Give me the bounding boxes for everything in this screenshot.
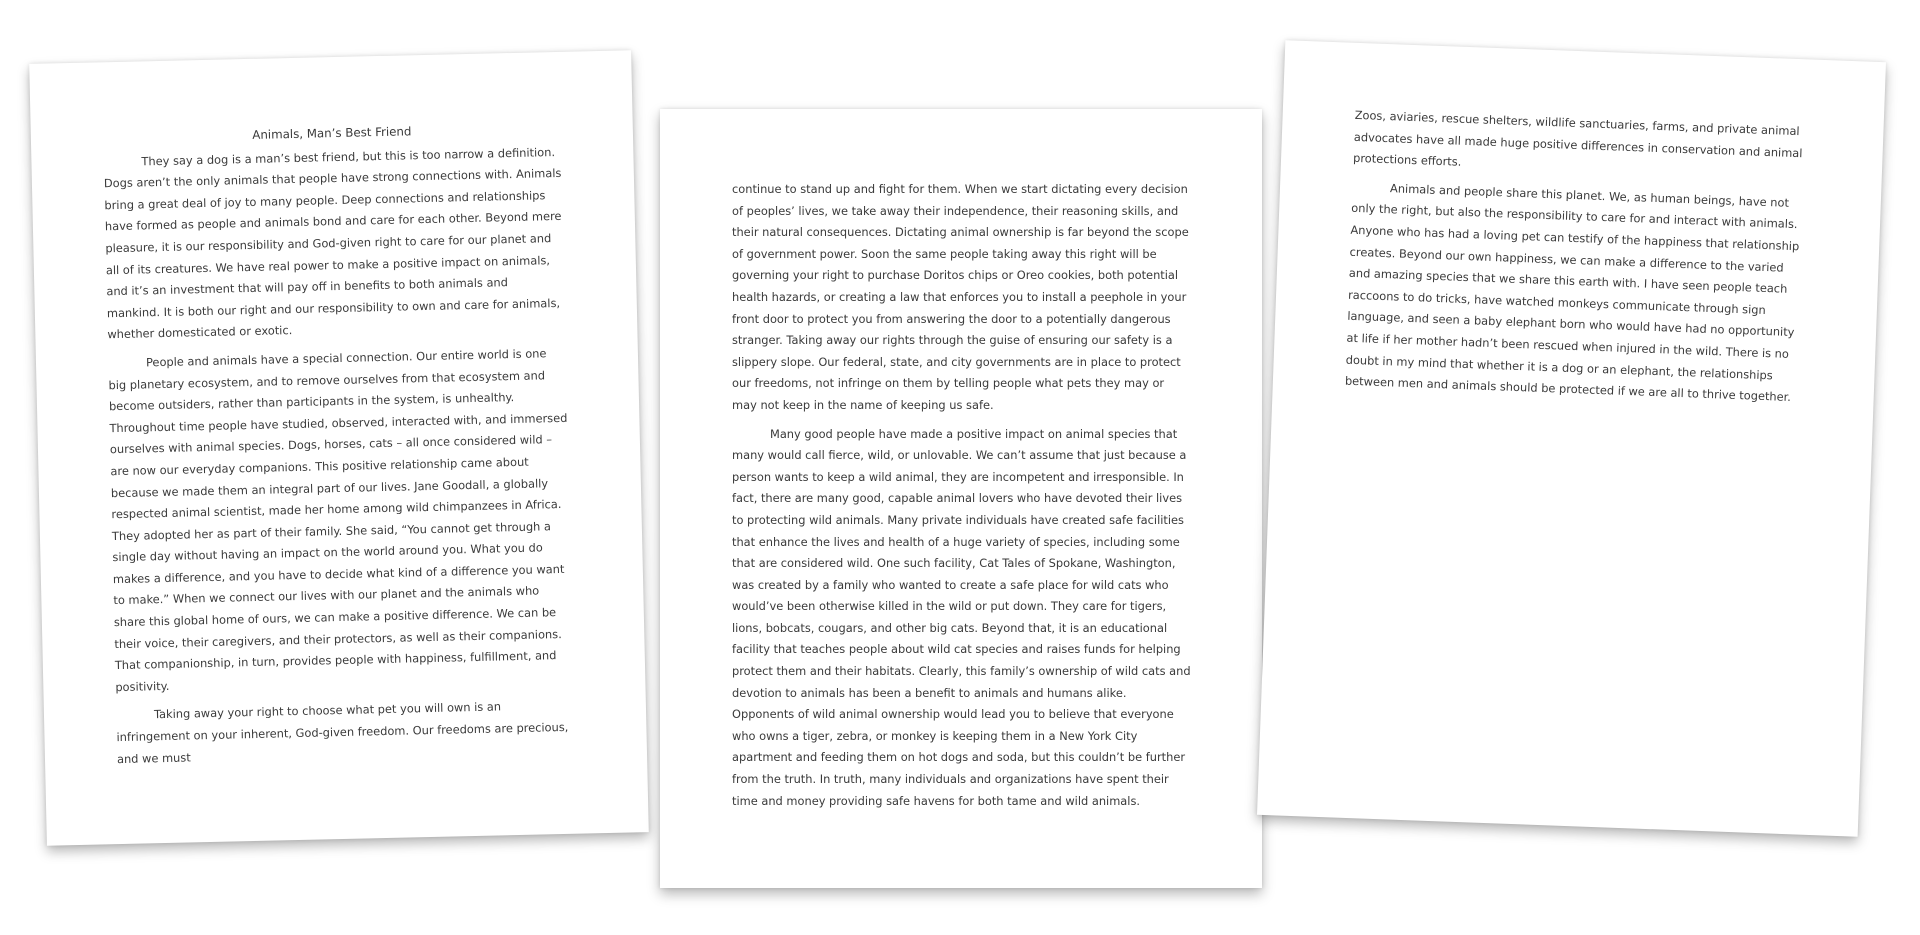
document-page-1 (29, 50, 649, 845)
paragraph: Zoos, aviaries, rescue shelters, wildlife sanctuaries, farms, and private animal advocates have all made huge positive differences in conservation and animal protections efforts. (1352, 107, 1803, 169)
paragraph: People and animals have a special connection. Our entire world is one big planetary ecosystem, and to remove ourselves from that ecosystem and become outsiders, rather than participants in the system, is unhealthy. Throughout time people have studied, observed, interacted with, and immersed ourselves with animal species. Dogs, horses, cats – all once considered wild – are now our everyday companions. This positive relationship came about because we made them an integral part of our lives. Jane Goodall, a globally respected animal scientist, made her home among wild chimpanzees in Africa. They adopted her as part of their family. She said, “You cannot get through a single day without having an impact on the world around you. What you do makes a difference, and you have to decide what kind of a difference you want to make.” When we connect our lives with our planet and the animals who share this global home of ours, we can make a positive difference. We can be their voice, their caregivers, and their protectors, as well as their companions. That companionship, in turn, provides people with happiness, fulfillment, and positivity. (108, 346, 568, 694)
document-page-2 (660, 109, 1262, 888)
paragraph: continue to stand up and fight for them. When we start dictating every decision of peoples’ lives, we take away their independence, their reasoning skills, and their natural consequences. Dictating animal ownership is far beyond the scope of government power. Soon the same people taking away this right will be governing your right to purchase Doritos chips or Oreo cookies, both potential health hazards, or creating a law that enforces you to install a peephole in your front door to protect you from answering the door to a potentially dangerous stranger. Taking away our rights through the guise of ensuring our safety is a slippery slope. Our federal, state, and city governments are in place to protect our freedoms, not infringe on them by telling people what pets they may or may not keep in the name of keeping us safe. (732, 182, 1189, 412)
paragraph: They say a dog is a man’s best friend, but this is too narrow a definition. Dogs aren’t the only animals that people have strong connections with. Animals bring a great deal of joy to many people. Deep connections and relationships have formed as people and animals bond and care for each other. Beyond mere pleasure, it is our responsibility and God-given right to care for our planet and all of its creatures. We have real power to make a positive impact on animals, and it’s an investment that will pay off in benefits to both animals and mankind. It is both our right and our responsibility to own and care for animals, whether domesticated or exotic. (103, 144, 562, 342)
paragraph: Many good people have made a positive impact on animal species that many would call fierce, wild, or unlovable. We can’t assume that just because a person wants to keep a wild animal, they are incompetent and irresponsible. In fact, there are many good, capable animal lovers who have devoted their lives to protecting wild animals. Many private individuals have created safe facilities that enhance the lives and health of a huge variety of species, including some that are considered wild. One such facility, Cat Tales of Spokane, Washington, was created by a family who wanted to create a safe place for wild cats who would’ve been otherwise killed in the wild or put down. They care for tigers, lions, bobcats, cougars, and other big cats. Beyond that, it is an educational facility that teaches people about wild cat species and raises funds for helping protect them and their habitats. Clearly, this family’s ownership of wild cats and devotion to animals has been a benefit to animals and humans alike. Opponents of wild animal ownership would lead you to believe that everyone who owns a tiger, zebra, or monkey is keeping them in a New York City apartment and feeding them on hot dogs and soda, but this couldn’t be further from the truth. In truth, many individuals and organizations have spent their time and money providing safe havens for both tame and wild animals. (732, 426, 1191, 808)
document-title: Animals, Man’s Best Friend (252, 124, 412, 142)
paragraph: Taking away your right to choose what pet you will own is an infringement on your inherent, God-given freedom. Our freedoms are precious, and we must (116, 699, 569, 766)
paragraph: Animals and people share this planet. We, as human beings, have not only the right, but also the responsibility to care for and interact with animals. Anyone who has had a loving pet can testify of the happiness that relationship creates. Beyond our own happiness, we can make a difference to the varied and amazing species that we share this earth with. I have seen people teach raccoons to do tricks, have watched monkeys communicate through sign language, and seen a baby elephant born who would have had no opportunity at life if her mother hadn’t been rescued when injured in the wild. There is no doubt in my mind that whether it is a dog or an elephant, the relationships between men and animals should be protected if we are all to thrive together. (1344, 180, 1800, 405)
document-page-3 (1257, 40, 1886, 837)
